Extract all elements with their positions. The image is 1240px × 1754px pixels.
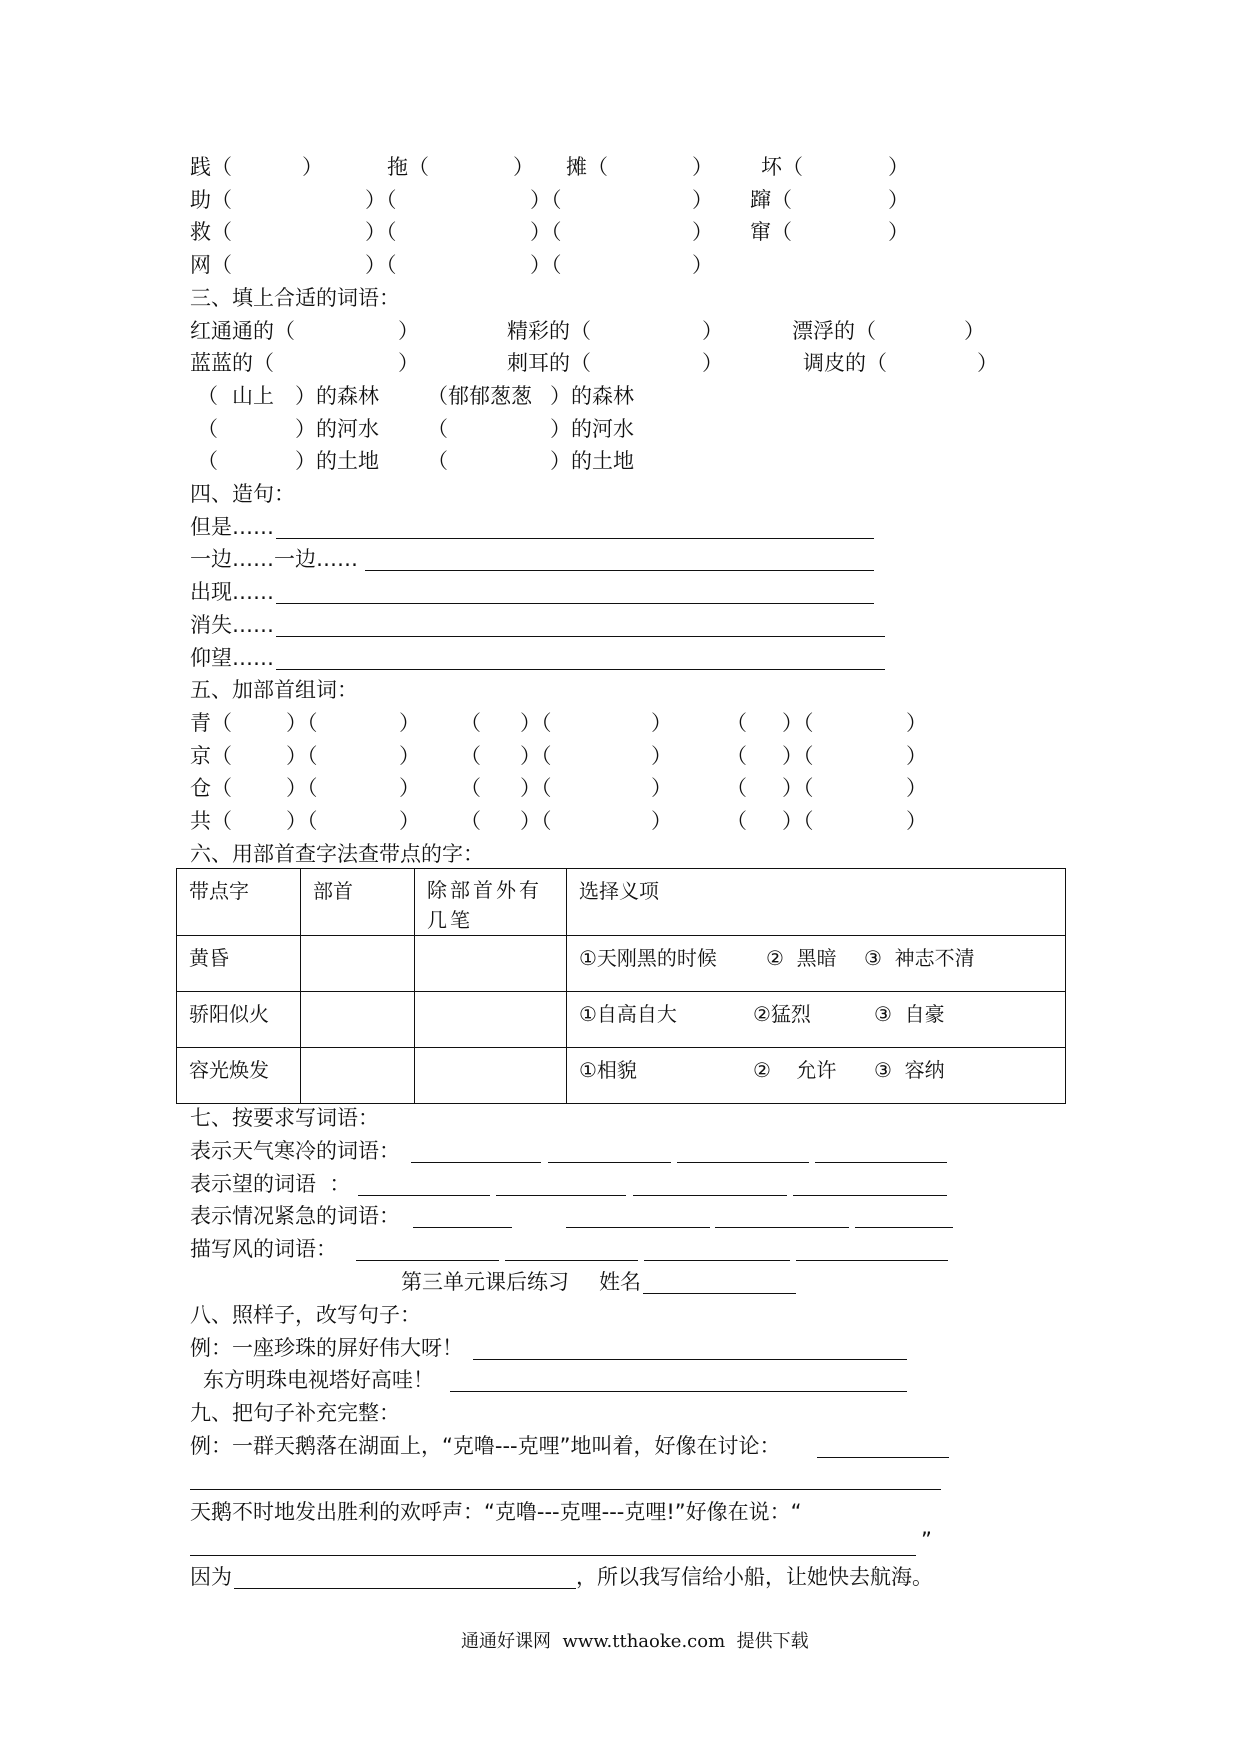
- option[interactable]: ①自高自大: [579, 1002, 677, 1026]
- paren-close: ）: [906, 744, 927, 768]
- paren-open: （: [197, 449, 218, 473]
- radical-answer-cell[interactable]: [301, 936, 415, 992]
- paren-open: （: [197, 384, 218, 408]
- section-6-title: 六、用部首查字法查带点的字：: [190, 842, 484, 866]
- unit-title: 第三单元课后练习: [401, 1270, 569, 1294]
- phrase-suffix: ）的河水: [295, 417, 379, 441]
- answer-line[interactable]: [796, 1260, 948, 1261]
- answer-line[interactable]: [817, 1457, 949, 1458]
- so-clause: ，所以我写信给小船，让她快去航海。: [576, 1565, 933, 1589]
- paren-pair: ）（: [530, 253, 562, 277]
- option[interactable]: ③ 自豪: [874, 1002, 945, 1026]
- section-4-title: 四、造句：: [190, 482, 295, 506]
- options-cell: [567, 992, 1066, 1048]
- options-cell: [567, 1048, 1066, 1104]
- char-prompt: 蹿（: [750, 188, 792, 212]
- char-prompt: 坏（: [761, 155, 803, 179]
- paren-close: ）: [888, 188, 909, 212]
- phrase-suffix: ）的土地: [295, 449, 379, 473]
- char-prompt: 助（: [190, 188, 232, 212]
- paren-open: （: [460, 809, 481, 833]
- stroke-answer-cell[interactable]: [415, 936, 567, 992]
- word-prompt: 漂浮的（: [792, 319, 876, 343]
- paren-open: （: [726, 744, 747, 768]
- paren-open: （: [726, 776, 747, 800]
- answer-line[interactable]: [234, 1588, 576, 1589]
- answer-line[interactable]: [815, 1162, 947, 1163]
- name-label: 姓名: [599, 1270, 641, 1294]
- example-sentence: 例：一群天鹅落在湖面上，“克噜---克哩”地叫着，好像在讨论：: [190, 1434, 781, 1458]
- paren-close: ）: [399, 744, 420, 768]
- name-field[interactable]: [643, 1293, 796, 1294]
- word-prompt: 红通通的（: [190, 319, 295, 343]
- paren-close: ）: [399, 809, 420, 833]
- sentence-prompt: 但是……: [190, 515, 274, 539]
- paren-close: ）: [651, 711, 672, 735]
- answer-line[interactable]: [450, 1391, 907, 1392]
- paren-pair: ）（: [520, 711, 552, 735]
- paren-pair: ）（: [365, 253, 397, 277]
- answer-line[interactable]: [677, 1162, 809, 1163]
- paren-pair: ）（: [520, 809, 552, 833]
- paren-pair: ）（: [286, 744, 318, 768]
- table-row: [177, 992, 1066, 1048]
- paren-close: ）: [399, 776, 420, 800]
- sentence-prompt: 出现……: [190, 580, 274, 604]
- sentence-prompt: 仰望……: [190, 646, 274, 670]
- paren-pair: ）（: [286, 809, 318, 833]
- word-cell: 黄昏: [177, 936, 301, 992]
- word-prompt: 蓝蓝的（: [190, 351, 274, 375]
- answer-line[interactable]: [496, 1195, 626, 1196]
- radical-char: 青（: [190, 711, 232, 735]
- paren-close: ）: [692, 155, 713, 179]
- paren-open: （: [726, 809, 747, 833]
- word-prompt: 刺耳的（: [507, 351, 591, 375]
- paren-open: （: [427, 449, 448, 473]
- paren-pair: ）（: [520, 744, 552, 768]
- exercise-sentence: 东方明珠电视塔好高哇！: [203, 1368, 434, 1392]
- word-prompt: 调皮的（: [803, 351, 887, 375]
- answer-line[interactable]: [276, 538, 874, 539]
- paren-pair: ）（: [782, 744, 814, 768]
- paren-close: ）: [964, 319, 985, 343]
- dictionary-table: [176, 868, 1066, 1104]
- paren-close: ）: [692, 220, 713, 244]
- radical-char: 共（: [190, 809, 232, 833]
- paren-close: ）: [702, 351, 723, 375]
- section-9-title: 九、把句子补充完整：: [190, 1401, 400, 1425]
- answer-line[interactable]: [505, 1260, 638, 1261]
- word-category-prompt: 表示天气寒冷的词语：: [190, 1139, 400, 1163]
- char-prompt: 拖（: [387, 155, 429, 179]
- answer-line[interactable]: [548, 1162, 671, 1163]
- radical-char: 仓（: [190, 776, 232, 800]
- paren-pair: ）（: [782, 711, 814, 735]
- close-quote: ”: [921, 1528, 932, 1552]
- sentence-prompt: 消失……: [190, 613, 274, 637]
- paren-close: ）: [513, 155, 534, 179]
- answer-line[interactable]: [413, 1227, 512, 1228]
- paren-pair: ）（: [365, 188, 397, 212]
- answer-line[interactable]: [644, 1260, 790, 1261]
- stroke-answer-cell[interactable]: [415, 992, 567, 1048]
- paren-close: ）: [692, 188, 713, 212]
- word-category-prompt: 表示情况紧急的词语：: [190, 1204, 400, 1228]
- header-cell: 除部首外有几笔: [415, 869, 567, 936]
- answer-line[interactable]: [276, 603, 874, 604]
- option[interactable]: ③ 神志不清: [864, 946, 975, 970]
- option[interactable]: ①相貌: [579, 1058, 637, 1082]
- paren-open: （: [460, 776, 481, 800]
- word-cell: 骄阳似火: [177, 992, 301, 1048]
- option[interactable]: ①天刚黑的时候: [579, 946, 717, 970]
- paren-close: ）: [398, 319, 419, 343]
- answer-line[interactable]: [715, 1227, 849, 1228]
- paren-pair: ）（: [286, 776, 318, 800]
- char-prompt: 践（: [190, 155, 232, 179]
- section-8-title: 八、照样子，改写句子：: [190, 1303, 421, 1327]
- answer-line[interactable]: [855, 1227, 953, 1228]
- paren-open: （: [460, 744, 481, 768]
- char-prompt: 网（: [190, 253, 232, 277]
- answer-line[interactable]: [358, 1195, 490, 1196]
- word-category-prompt: 描写风的词语：: [190, 1237, 337, 1261]
- option[interactable]: ②猛烈: [753, 1002, 811, 1026]
- exercise-sentence: 天鹅不时地发出胜利的欢呼声：“克噜---克哩---克哩!”好像在说：“: [190, 1500, 802, 1524]
- char-prompt: 窜（: [750, 220, 792, 244]
- paren-pair: ）（: [286, 711, 318, 735]
- answer-line[interactable]: [356, 1260, 499, 1261]
- paren-close: ）: [651, 744, 672, 768]
- header-cell: 选择义项: [567, 869, 1066, 936]
- word-category-prompt: 表示望的词语 ：: [190, 1172, 351, 1196]
- option[interactable]: ③ 容纳: [874, 1058, 945, 1082]
- paren-open: （: [460, 711, 481, 735]
- answer-line[interactable]: [190, 1555, 916, 1556]
- paren-close: ）: [906, 711, 927, 735]
- paren-close: ）: [888, 220, 909, 244]
- paren-close: ）: [906, 809, 927, 833]
- radical-answer-cell[interactable]: [301, 1048, 415, 1104]
- stroke-answer-cell[interactable]: [415, 1048, 567, 1104]
- example-answer: （郁郁葱葱: [427, 384, 532, 408]
- paren-pair: ）（: [520, 776, 552, 800]
- paren-pair: ）（: [365, 220, 397, 244]
- answer-line[interactable]: [365, 570, 874, 571]
- paren-open: （: [427, 417, 448, 441]
- char-prompt: 救（: [190, 220, 232, 244]
- paren-pair: ）（: [782, 809, 814, 833]
- answer-line[interactable]: [566, 1227, 710, 1228]
- example-sentence: 例：一座珍珠的屏好伟大呀！: [190, 1336, 463, 1360]
- char-prompt: 摊（: [566, 155, 608, 179]
- paren-close: ）: [651, 809, 672, 833]
- section-3-title: 三、填上合适的词语：: [190, 286, 400, 310]
- paren-close: ）: [398, 351, 419, 375]
- answer-line[interactable]: [276, 669, 885, 670]
- table-header-row: [177, 869, 1066, 936]
- phrase-suffix: ）的土地: [550, 449, 634, 473]
- answer-line[interactable]: [190, 1489, 941, 1490]
- paren-pair: ）（: [782, 776, 814, 800]
- section-7-title: 七、按要求写词语：: [190, 1106, 379, 1130]
- section-5-title: 五、加部首组词：: [190, 678, 358, 702]
- paren-close: ）: [651, 776, 672, 800]
- answer-line[interactable]: [793, 1195, 947, 1196]
- paren-close: ）: [399, 711, 420, 735]
- options-cell: [567, 936, 1066, 992]
- footer-credit: 通通好课网 www.tthaoke.com 提供下载: [461, 1631, 809, 1652]
- paren-close: ）: [977, 351, 998, 375]
- paren-close: ）: [702, 319, 723, 343]
- paren-close: ）: [302, 155, 323, 179]
- phrase-suffix: ）的森林: [295, 384, 379, 408]
- header-cell: 带点字: [177, 869, 301, 936]
- answer-line[interactable]: [276, 636, 885, 637]
- header-cell: 部首: [301, 869, 415, 936]
- phrase-suffix: ）的河水: [550, 417, 634, 441]
- table-row: [177, 936, 1066, 992]
- paren-close: ）: [692, 253, 713, 277]
- answer-line[interactable]: [473, 1359, 907, 1360]
- paren-close: ）: [906, 776, 927, 800]
- answer-line[interactable]: [633, 1195, 787, 1196]
- paren-open: （: [197, 417, 218, 441]
- option[interactable]: ② 黑暗: [766, 946, 837, 970]
- radical-answer-cell[interactable]: [301, 992, 415, 1048]
- because-label: 因为: [190, 1565, 232, 1589]
- phrase-suffix: ）的森林: [550, 384, 634, 408]
- word-cell: 容光焕发: [177, 1048, 301, 1104]
- radical-char: 京（: [190, 744, 232, 768]
- table-row: [177, 1048, 1066, 1104]
- example-answer: 山上: [232, 384, 274, 408]
- answer-line[interactable]: [411, 1162, 541, 1163]
- option[interactable]: ② 允许: [753, 1058, 837, 1082]
- sentence-prompt: 一边……一边……: [190, 547, 358, 571]
- paren-pair: ）（: [530, 188, 562, 212]
- paren-close: ）: [888, 155, 909, 179]
- word-prompt: 精彩的（: [507, 319, 591, 343]
- paren-open: （: [726, 711, 747, 735]
- paren-pair: ）（: [530, 220, 562, 244]
